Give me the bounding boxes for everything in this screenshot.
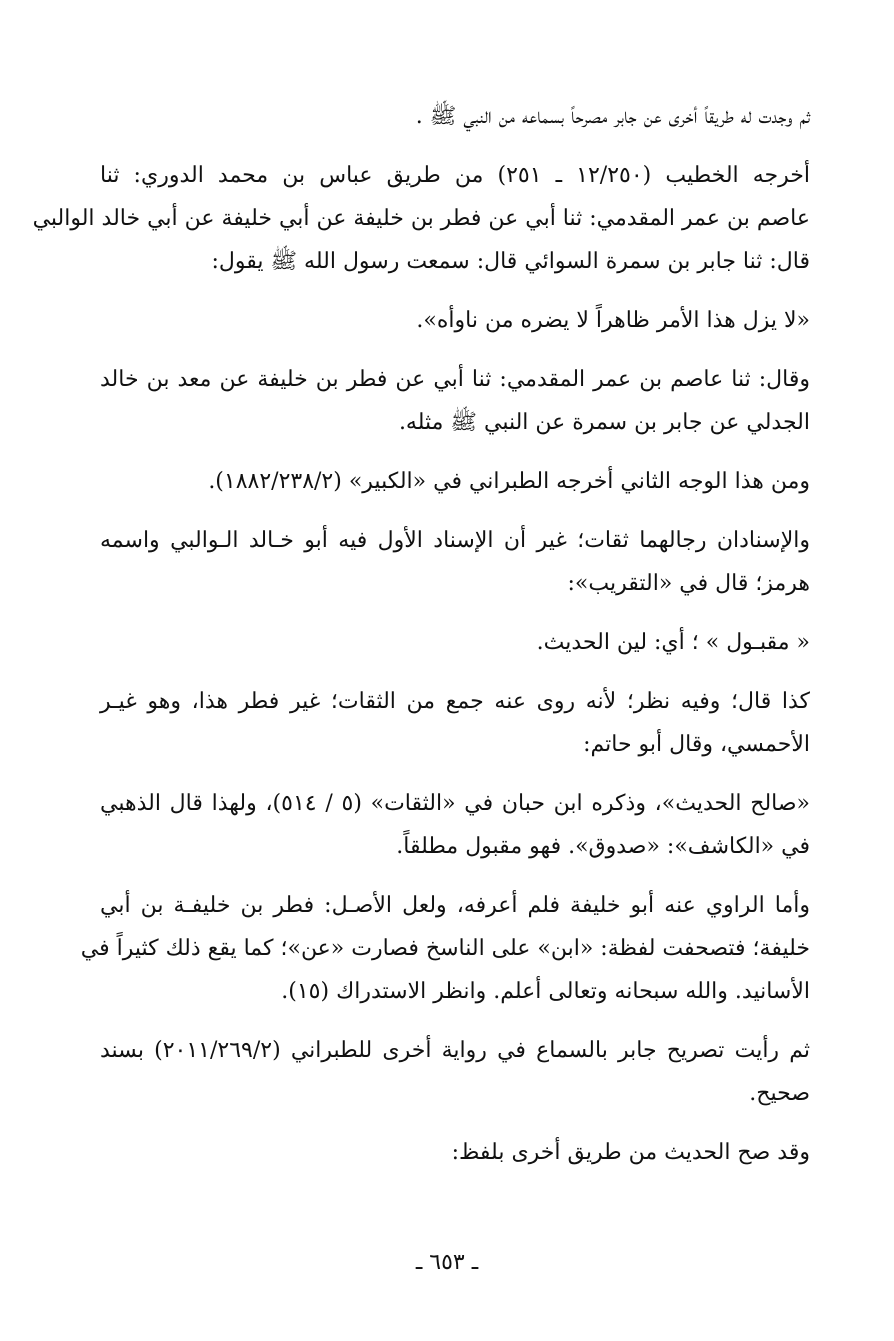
document-page: [32, 95, 838, 1190]
text-line: هرمز؛ قال في «التقريب»:: [567, 571, 810, 596]
text-line: صحيح.: [749, 1081, 810, 1106]
text-line: ثم وجدت له طريقاً أخرى عن جابر مصرحاً بسماعه من النبي ﷺ .: [415, 104, 810, 129]
text-line: ومن هذا الوجه الثاني أخرجه الطبراني في «الكبير» (١٨٨٢/٢٣٨/٢).: [208, 469, 810, 494]
text-line: في «الكاشف»: «صدوق». فهو مقبول مطلقاً.: [396, 834, 810, 859]
text-line: الأسانيد. والله سبحانه وتعالى أعلم. وانظر الاستدراك (١٥).: [281, 979, 810, 1004]
text-line: وقد صح الحديث من طريق أخرى بلفظ:: [451, 1140, 810, 1165]
text-line: «لا يزل هذا الأمر ظاهراً لا يضره من ناوأه».: [416, 308, 810, 333]
paragraph: [32, 154, 838, 283]
text-line: وقال: ثنا عاصم بن عمر المقدمي: ثنا أبي عن فطر بن خليفة عن معد بن خالد: [100, 367, 810, 392]
paragraph: [100, 1131, 838, 1174]
text-line: أخرجه الخطيب (١٢/٢٥٠ ـ ٢٥١) من طريق عباس بن محمد الدوري: ثنا: [100, 163, 810, 188]
text-line: « مقبـول » ؛ أي: لين الحديث.: [536, 630, 810, 655]
paragraph: [100, 95, 838, 138]
paragraph: [100, 1029, 838, 1115]
paragraph: [100, 519, 838, 605]
text-line: الأحمسي، وقال أبو حاتم:: [583, 732, 810, 757]
paragraph: [100, 460, 838, 503]
text-line: خليفة؛ فتصحفت لفظة: «ابن» على الناسخ فصارت «عن»؛ كما يقع ذلك كثيراً في: [80, 936, 810, 961]
paragraph: [100, 782, 838, 868]
paragraph: [100, 358, 838, 444]
text-line: ثم رأيت تصريح جابر بالسماع في رواية أخرى للطبراني (٢٠١١/٢٦٩/٢) بسند: [100, 1038, 811, 1063]
text-line: قال: ثنا جابر بن سمرة السوائي قال: سمعت رسول الله ﷺ يقول:: [211, 249, 810, 274]
paragraph: [80, 884, 838, 1013]
text-line: الجدلي عن جابر بن سمرة عن النبي ﷺ مثله.: [398, 410, 810, 435]
text-line: «صالح الحديث»، وذكره ابن حبان في «الثقات» (٥ / ٥١٤)، ولهذا قال الذهبي: [100, 791, 811, 816]
paragraph: [100, 680, 838, 766]
text-line: عاصم بن عمر المقدمي: ثنا أبي عن فطر بن خليفة عن أبي خليفة عن أبي خالد الوالبي: [32, 206, 810, 231]
text-line: وأما الراوي عنه أبو خليفة فلم أعرفه، ولعل الأصـل: فطر بن خليفـة بن أبي: [100, 893, 810, 918]
page-number: ـ ٦٥٣ ـ: [415, 1250, 479, 1275]
paragraph: [100, 299, 838, 342]
paragraph: [100, 621, 838, 664]
text-line: كذا قال؛ وفيه نظر؛ لأنه روى عنه جمع من الثقات؛ غير فطر هذا، وهو غيـر: [100, 689, 810, 714]
text-line: والإسنادان رجالهما ثقات؛ غير أن الإسناد الأول فيه أبو خـالد الـوالبي واسمه: [100, 528, 810, 553]
